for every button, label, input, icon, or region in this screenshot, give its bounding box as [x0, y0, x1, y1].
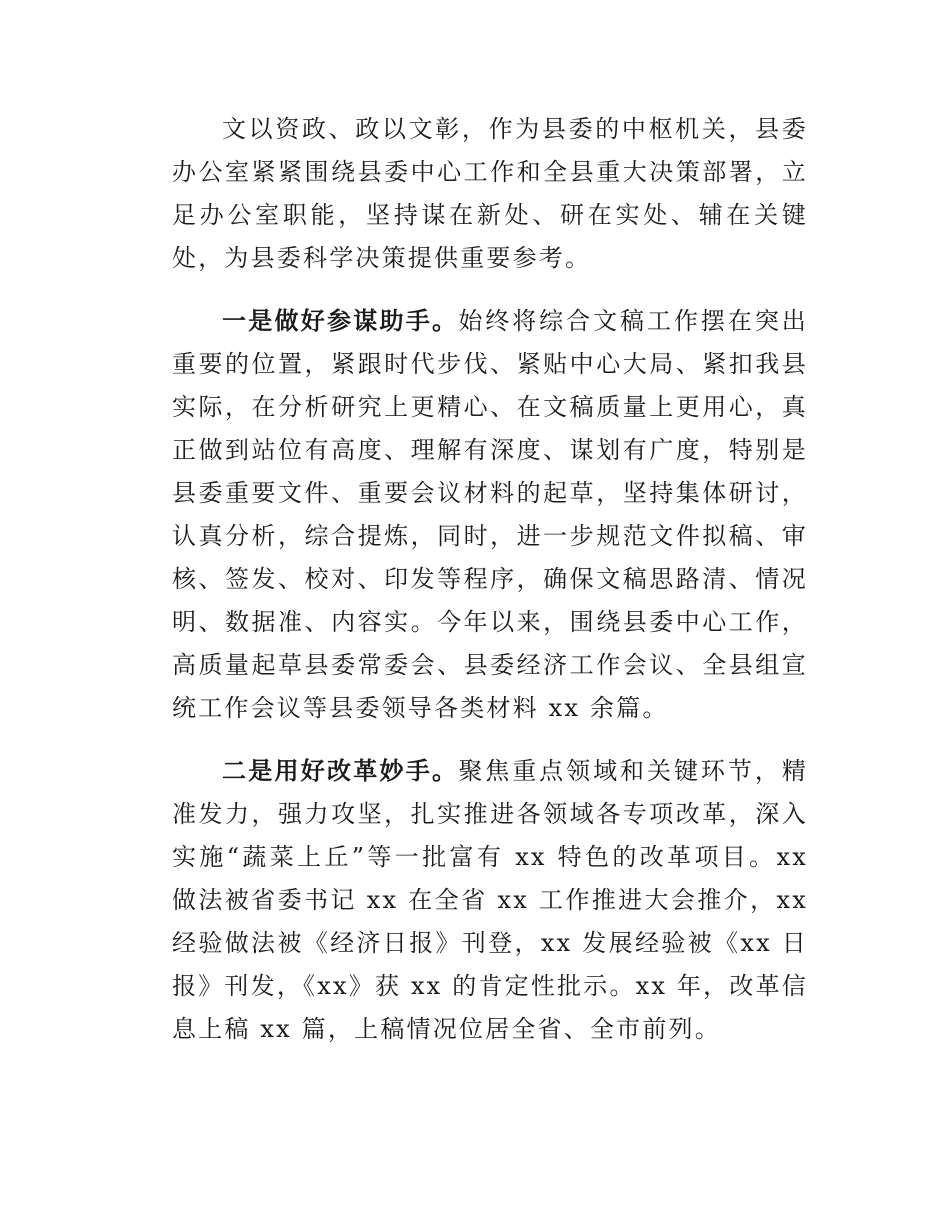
- section-paragraph-advisor: [172, 300, 808, 730]
- section-paragraph-reform: [172, 750, 808, 1051]
- document-page: [172, 108, 808, 1071]
- paragraph-text: 始终将综合文稿工作摆在突出重要的位置，紧跟时代步伐、紧贴中心大局、紧扣我县实际，在分析研究上更精心、在文稿质量上更用心，真正做到站位有高度、理解有深度、谋划有广度，特别是县委重要文件、重要会议材料的起草，坚持集体研讨，认真分析，综合提炼，同时，进一步规范文件拟稿、审核、签发、校对、印发等程序，确保文稿思路清、情况明、数据准、内容实。今年以来，围绕县委中心工作，高质量起草县委常委会、县委经济工作会议、全县组宣统工作会议等县委领导各类材料 xx 余篇。: [172, 307, 808, 722]
- intro-paragraph: [172, 108, 808, 280]
- paragraph-lead: 一是做好参谋助手。: [222, 307, 459, 335]
- paragraph-text: 聚焦重点领域和关键环节，精准发力，强力攻坚，扎实推进各领域各专项改革，深入实施“蔬菜上丘”等一批富有 xx 特色的改革项目。xx 做法被省委书记 xx 在全省 xx 工作推进大会推介，xx 经验做法被《经济日报》刊登，xx 发展经验被《xx 日报》刊发，《xx》获 xx 的肯定性批示。xx 年，改革信息上稿 xx 篇，上稿情况位居全省、全市前列。: [172, 757, 808, 1043]
- paragraph-text: 文以资政、政以文彰，作为县委的中枢机关，县委办公室紧紧围绕县委中心工作和全县重大决策部署，立足办公室职能，坚持谋在新处、研在实处、辅在关键处，为县委科学决策提供重要参考。: [172, 115, 808, 272]
- paragraph-lead: 二是用好改革妙手。: [222, 757, 459, 785]
